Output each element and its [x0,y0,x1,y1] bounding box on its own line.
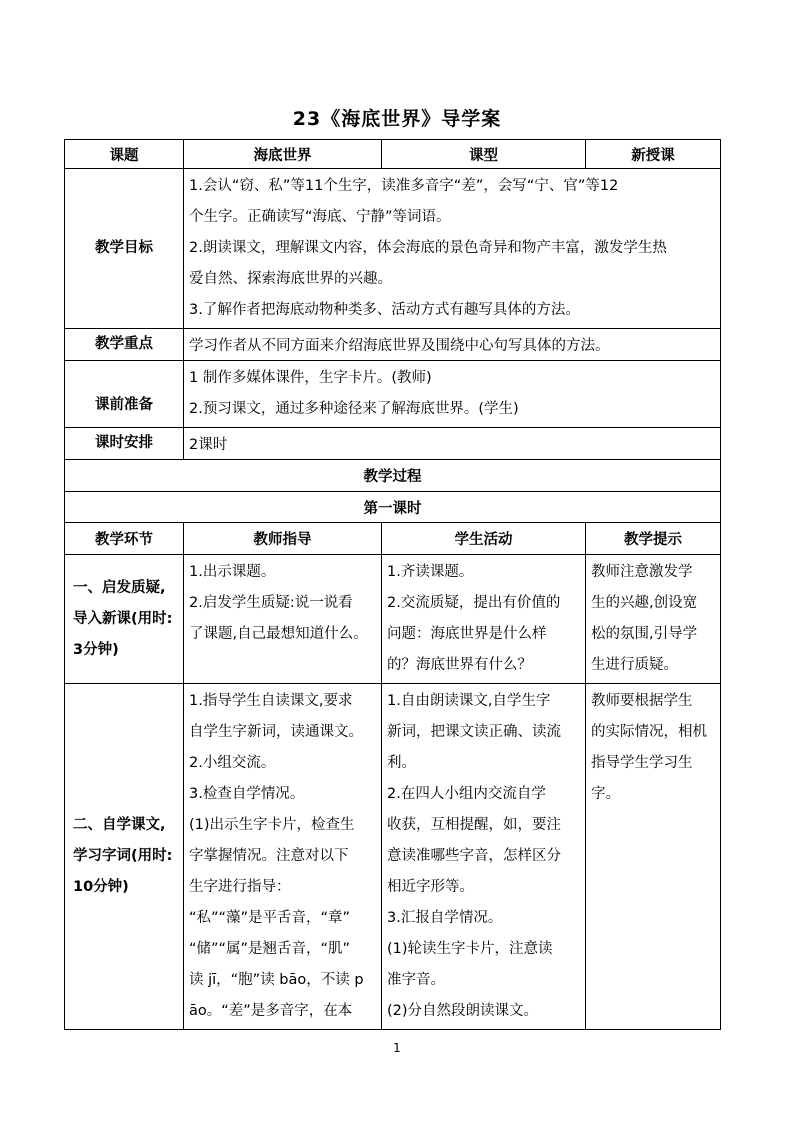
lesson-type-value: 新授课 [586,140,721,169]
column-header: 教师指导 [184,523,382,555]
student-activity: 1.齐读课题。 2.交流质疑，提出有价值的 问题：海底世界是什么样 的？海底世界有什么？ [382,555,586,684]
process-title: 教学过程 [65,460,721,492]
key-points-label: 教学重点 [65,329,184,361]
lesson-title-row [65,492,721,523]
column-header-row [65,523,721,555]
lesson-title: 第一课时 [65,492,721,523]
topic-label: 课题 [65,140,184,169]
goals-line: 个生字。正确读写“海底、宁静”等词语。 [189,209,451,225]
column-header: 教学提示 [586,523,721,555]
goals-line: 2.朗读课文，理解课文内容，体会海底的景色奇异和物产丰富，激发学生热 [189,240,667,256]
schedule-row [65,428,721,460]
goals-label: 教学目标 [65,169,184,329]
column-header: 教学环节 [65,523,184,555]
process-title-row [65,460,721,492]
header-row [65,140,721,169]
schedule-value: 2课时 [184,428,721,460]
preparation-line: 1 制作多媒体课件，生字卡片。(教师) [189,370,432,386]
teaching-tips: 教师注意激发学 生的兴趣,创设宽 松的氛围,引导学 生进行质疑。 [586,555,721,684]
goals-row [65,169,721,329]
schedule-label: 课时安排 [65,428,184,460]
section-label: 一、启发质疑, 导入新课(用时: 3分钟) [65,555,184,684]
goals-line: 3.了解作者把海底动物种类多、活动方式有趣写具体的方法。 [189,302,580,318]
topic-value: 海底世界 [184,140,382,169]
student-activity: 1.自由朗读课文,自学生字 新词，把课文读正确、读流 利。 2.在四人小组内交流自学 收获，互相提醒，如，要注 意读准哪些字音，怎样区分 相近字形等。 3.汇报自学情况。 (1)轮读生字卡片，注意读 准字音。 (2)分自然段朗读课文。 [382,684,586,1030]
goals-line: 爱自然、探索海底世界的兴趣。 [189,271,392,287]
teacher-guidance: 1.指导学生自读课文,要求 自学生字新词，读通课文。 2.小组交流。 3.检查自学情况。 (1)出示生字卡片，检查生 字掌握情况。注意对以下 生字进行指导： “私”“藻”是平舌音，“章” “储”“属”是翘舌音，“肌” 读 jī，“胞”读 bāo，不读 p āo。“差”是多音字，在本 [184,684,382,1030]
goals-line: 1.会认“窃、私”等11个生字，读准多音字“差”，会写“宁、官”等12 [189,178,619,194]
key-points-content: 学习作者从不同方面来介绍海底世界及围绕中心句写具体的方法。 [184,329,721,361]
section-label: 二、自学课文, 学习字词(用时: 10分钟) [65,684,184,1030]
teaching-tips: 教师要根据学生 的实际情况，相机 指导学生学习生 字。 [586,684,721,1030]
page-number: 1 [393,1041,401,1055]
column-header: 学生活动 [382,523,586,555]
preparation-line: 2.预习课文，通过多种途径来了解海底世界。(学生) [189,401,519,417]
goals-content [184,169,721,329]
teacher-guidance: 1.出示课题。 2.启发学生质疑:说一说看 了课题,自己最想知道什么。 [184,555,382,684]
section-row [65,555,721,684]
preparation-row [65,361,721,428]
preparation-label: 课前准备 [65,361,184,428]
key-points-row [65,329,721,361]
document-title: 23《海底世界》导学案 [292,108,502,130]
lesson-type-label: 课型 [382,140,586,169]
preparation-content [184,361,721,428]
lesson-plan-table [64,139,721,1030]
section-row [65,684,721,1030]
